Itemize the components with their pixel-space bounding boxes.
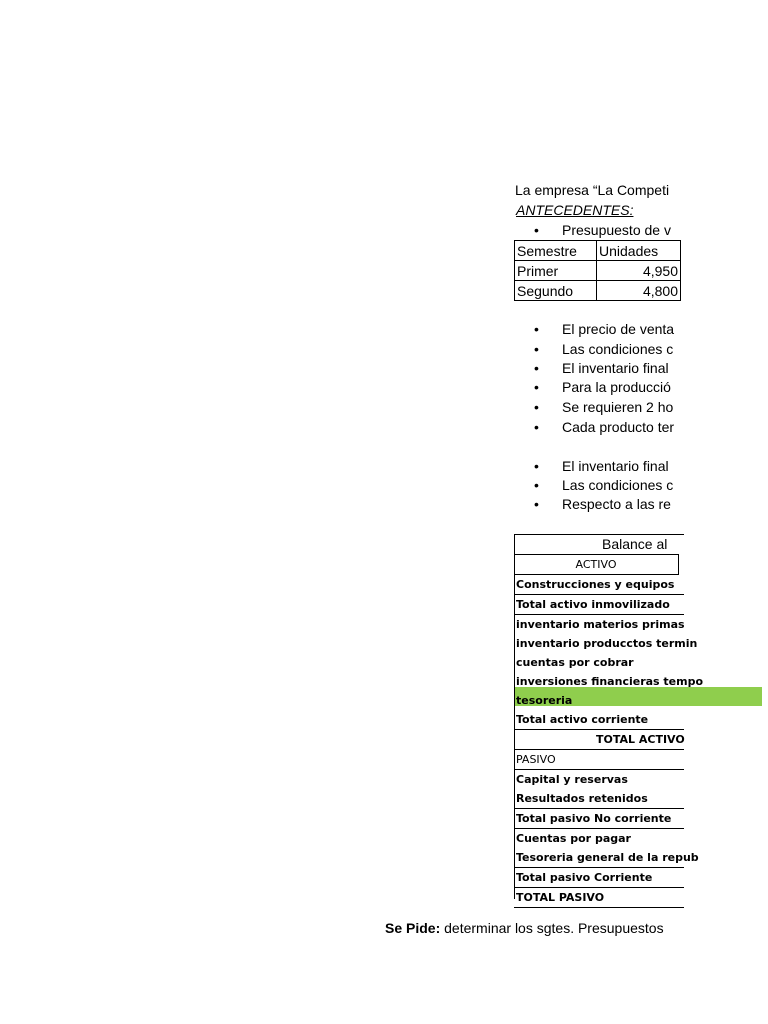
balance-row: cuentas por cobrar bbox=[516, 656, 634, 669]
balance-row: inventario materios primas bbox=[514, 614, 684, 634]
list-item: • Se requieren 2 ho bbox=[534, 399, 674, 415]
table-row bbox=[515, 281, 681, 301]
cell-semestre: Primer bbox=[515, 261, 597, 281]
list-item: • El precio de venta bbox=[534, 321, 675, 337]
bullet-icon: • bbox=[534, 477, 539, 493]
total-activo: TOTAL ACTIVO bbox=[514, 729, 684, 749]
se-pide-label: Se Pide: bbox=[385, 920, 441, 936]
balance-row: Capital y reservas bbox=[514, 769, 684, 789]
list-item: • Respecto a las re bbox=[534, 496, 671, 512]
balance-row: Total pasivo Corriente bbox=[514, 867, 684, 887]
bullet-icon: • bbox=[534, 458, 539, 474]
balance-sheet bbox=[514, 534, 704, 908]
balance-row: Tesoreria general de la repub bbox=[516, 851, 699, 864]
bullet-icon: • bbox=[534, 379, 539, 395]
bullet-icon: • bbox=[534, 360, 539, 376]
list-item: • Las condiciones c bbox=[534, 341, 674, 357]
balance-row: Total activo corriente bbox=[516, 713, 649, 726]
balance-left-border bbox=[514, 534, 515, 899]
pasivo-header: PASIVO bbox=[514, 749, 684, 769]
list-item: • El inventario final bbox=[534, 360, 669, 376]
balance-row: Total pasivo No corriente bbox=[514, 808, 684, 828]
bullet-presupuesto: • Presupuesto de v bbox=[534, 222, 671, 238]
balance-row: Total activo inmovilizado bbox=[514, 594, 684, 614]
balance-row: inventario producctos termin bbox=[516, 637, 698, 650]
units-table bbox=[514, 240, 681, 301]
list-item: • Las condiciones c bbox=[534, 477, 674, 493]
balance-row: inversiones financieras tempo bbox=[516, 675, 704, 688]
list-item: • Cada producto ter bbox=[534, 419, 675, 435]
balance-row: Cuentas por pagar bbox=[514, 828, 684, 848]
bullet-icon: • bbox=[534, 341, 539, 357]
cell-semestre: Segundo bbox=[515, 281, 597, 301]
bullet-icon: • bbox=[534, 496, 539, 512]
bullet-icon: • bbox=[534, 419, 539, 435]
cell-unidades: 4,800 bbox=[597, 281, 681, 301]
balance-row: Construcciones y equipos bbox=[516, 578, 675, 591]
bullet-icon: • bbox=[534, 222, 539, 238]
list-item: • Para la producció bbox=[534, 379, 671, 395]
table-row bbox=[515, 261, 681, 281]
activo-header: ACTIVO bbox=[514, 554, 679, 575]
balance-title: Balance al bbox=[514, 534, 684, 554]
list-item: • El inventario final bbox=[534, 458, 669, 474]
bullet-icon: • bbox=[534, 321, 539, 337]
total-pasivo: TOTAL PASIVO bbox=[514, 887, 684, 908]
intro-text: La empresa “La Competi bbox=[515, 182, 670, 198]
antecedentes-heading: ANTECEDENTES: bbox=[516, 202, 634, 218]
se-pide-text: determinar los sgtes. Presupuestos bbox=[440, 920, 664, 936]
cell-unidades: 4,950 bbox=[597, 261, 681, 281]
header-unidades: Unidades bbox=[597, 241, 681, 261]
balance-row-tesoreria: tesoreria bbox=[516, 694, 573, 707]
se-pide-line bbox=[385, 920, 664, 936]
bullet-icon: • bbox=[534, 399, 539, 415]
balance-row: Resultados retenidos bbox=[516, 792, 648, 805]
header-semestre: Semestre bbox=[515, 241, 597, 261]
table-header-row bbox=[515, 241, 681, 261]
